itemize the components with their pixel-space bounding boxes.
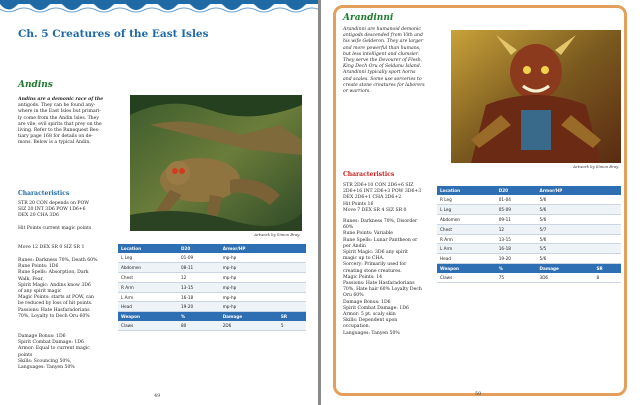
combat-line: Languages: Tanyen 50% (18, 365, 75, 371)
table-header: % (178, 312, 220, 321)
table-cell: mp-hp (220, 302, 306, 312)
weapon-header-row (118, 312, 306, 321)
right-page (321, 0, 640, 405)
ability-line: Skills: Dependent upon (343, 318, 398, 324)
table-cell: 12 (178, 273, 220, 283)
ability-line: Runes: Darkness 70%, Death 60% (18, 258, 98, 263)
ability-line: Spirit Magic: 3D6 any spirit (343, 250, 408, 256)
ability-line: per Andin (343, 243, 366, 249)
left-char-heading: Characteristics (18, 190, 70, 197)
intro-line: antigods descended from Vith and (343, 33, 423, 39)
intro-line: King Dech Oru of Seldanu Island. (343, 64, 422, 70)
table-cell: Claws (437, 273, 496, 283)
table-cell: 5/6 (537, 205, 621, 215)
table-row (437, 195, 621, 205)
intro-line: antigods. They can be found any- (18, 103, 96, 109)
left-caption: Artwork by Simon Bray. (254, 232, 300, 237)
intro-line: create stone creatures for laborers (343, 82, 425, 88)
table-header: D20 (178, 244, 220, 253)
table-cell: 13-15 (496, 234, 537, 244)
table-header: SR (278, 312, 306, 321)
stat-line: 2D6+16 INT 2D6+3 POW 3D6+3 (343, 189, 422, 195)
combat-line: Spirit Combat Damage: 1D6 (18, 340, 84, 346)
table-row (118, 282, 306, 292)
chapter-title: Ch. 5 Creatures of the East Isles (18, 28, 209, 40)
ability-line: be reduced by loss of hit points. (18, 301, 93, 307)
table-cell: 08-11 (178, 263, 220, 273)
table-header: Armor/HP (537, 186, 621, 195)
ability-line: Damage Bonus: 1D6 (343, 299, 391, 305)
table-header: Armor/HP (220, 244, 306, 253)
table-cell: mp-hp (220, 292, 306, 302)
table-cell: 01-09 (178, 253, 220, 263)
table-cell: R Arm (118, 282, 178, 292)
table-header: D20 (496, 186, 537, 195)
intro-line: are vile, evil spirits that prey on the (18, 121, 102, 127)
table-cell: 2D6 (220, 321, 278, 331)
table-cell: Chest (437, 224, 496, 234)
arandinni-intro (343, 27, 447, 95)
stat-line: STR 20 CON depends on POW (18, 201, 89, 206)
arandinni-creature-icon (451, 30, 621, 163)
stat-line: SIZ 20 INT 3D6 POW 1D6+6 (18, 207, 86, 213)
left-hit-location-table (118, 244, 306, 331)
stat-line: DEX 2D6+1 CHA 2D6+2 (343, 195, 402, 201)
table-row (118, 292, 306, 302)
table-row (437, 273, 621, 283)
table-cell: 16-18 (496, 244, 537, 254)
table-header: Damage (537, 264, 594, 273)
andin-creature-icon (130, 95, 302, 231)
table-header-row (437, 186, 621, 195)
table-cell: R Leg (437, 195, 496, 205)
table-cell: 5/6 (537, 215, 621, 225)
right-hit-location-table (437, 186, 621, 283)
left-page-number: 49 (154, 393, 161, 399)
table-cell: 3D6 (537, 273, 594, 283)
table-cell: 80 (178, 321, 220, 331)
ability-line: Spirit Combat Damage: 1D6 (343, 305, 409, 311)
combat-line: Skills: Scouncing 50%, (18, 358, 72, 364)
intro-line: his wife Gelderon. They are larger (343, 39, 424, 45)
combat-line: Damage Bonus: 1D6 (18, 334, 66, 339)
ability-line: Spirit Magic: Andins know 3D6 (18, 282, 91, 288)
ability-line: Armor: 5 pt. scaly skin (343, 312, 396, 318)
table-cell: mp-hp (220, 263, 306, 273)
andin-illustration (130, 95, 302, 231)
table-cell: 5/6 (537, 254, 621, 264)
intro-line: tiary page 168 for details on de- (18, 134, 93, 140)
intro-line: Arandinni typically sport horns (343, 70, 416, 76)
intro-line: but less intelligent and clumsier. (343, 51, 420, 57)
ability-line: occupation. (343, 324, 371, 330)
ability-line: Rune Points: Variable (343, 231, 394, 237)
table-cell: 05-09 (496, 205, 537, 215)
table-cell: Abdomen (118, 263, 178, 273)
ability-line: Rune Spells: Lunar Pantheon or (343, 237, 418, 243)
andins-intro (18, 97, 126, 147)
table-cell: 5/7 (537, 224, 621, 234)
table-row (437, 234, 621, 244)
left-hit-points: Hit Points current magic points (18, 226, 92, 231)
ability-line: Runes: Darkness 70%, Disorder (343, 219, 418, 224)
right-page-number: 50 (475, 391, 482, 397)
ability-line: Magic Points: 14 (343, 274, 383, 280)
ability-line: Oru 60% (343, 293, 364, 299)
table-row (118, 273, 306, 283)
ability-line: of any spirit magic (18, 289, 62, 295)
table-cell: mp-hp (220, 282, 306, 292)
intro-line: or warriors. (343, 89, 371, 95)
intro-line: and scales. Some use sorceries to (343, 76, 422, 82)
table-cell: 09-11 (496, 215, 537, 225)
ability-line: creating stone creatures. (343, 268, 402, 274)
table-row (437, 215, 621, 225)
left-move: Move 12 DEX SR 0 SIZ SR 1 (18, 245, 85, 250)
table-header: Damage (220, 312, 278, 321)
table-cell: Claws (118, 321, 178, 331)
ability-line: 70%, Loyalty to Dech Oru 60% (18, 313, 90, 319)
table-cell: L Arm (118, 292, 178, 302)
table-cell: mp-hp (220, 273, 306, 283)
table-header: Weapon (118, 312, 178, 321)
ability-line: 60% (343, 225, 354, 231)
table-cell: 12 (496, 224, 537, 234)
table-cell: 5/5 (537, 244, 621, 254)
left-stats (18, 201, 138, 220)
table-cell: L Leg (437, 205, 496, 215)
table-cell: Abdomen (437, 215, 496, 225)
table-row (437, 254, 621, 264)
table-row (118, 321, 306, 331)
table-cell: 16-18 (178, 292, 220, 302)
table-cell: 5/6 (537, 195, 621, 205)
intro-line: living. Refer to the Runequest Bes- (18, 128, 100, 134)
table-cell: 01-04 (496, 195, 537, 205)
table-cell: Head (437, 254, 496, 264)
ability-line: Walk, Fear, (18, 276, 44, 282)
intro-line: mons. Below is a typical Andin. (18, 140, 91, 146)
table-header: SR (593, 264, 621, 273)
ability-line: Magic Points: starts at POW, can (18, 295, 95, 301)
table-cell: 19-20 (178, 302, 220, 312)
table-row (437, 205, 621, 215)
ability-line: Rune Spells: Absorption, Dark (18, 270, 89, 276)
arandinni-title: Arandinni (343, 13, 394, 23)
table-cell: R Arm (437, 234, 496, 244)
table-row (437, 224, 621, 234)
table-cell: 5 (278, 321, 306, 331)
arandinni-illustration (451, 30, 621, 163)
right-caption: Artwork by Simon Bray. (573, 164, 619, 169)
ability-line: magic up to CHA. (343, 256, 385, 262)
wave-border-icon (0, 0, 318, 14)
table-header: Weapon (437, 264, 496, 273)
table-cell: Chest (118, 273, 178, 283)
right-abilities (343, 219, 441, 337)
weapon-header-row (437, 264, 621, 273)
table-cell: L Leg (118, 253, 178, 263)
intro-line: Arandinni are humanoid demonic (343, 27, 421, 32)
table-header: Location (118, 244, 178, 253)
table-cell: L Arm (437, 244, 496, 254)
right-char-heading: Characteristics (343, 171, 395, 178)
table-row (118, 253, 306, 263)
intro-line: and more powerful than humans, (343, 45, 421, 51)
table-row (437, 244, 621, 254)
intro-line: where in the East Isles but primari- (18, 109, 101, 115)
table-cell: 13-15 (178, 282, 220, 292)
table-header: Location (437, 186, 496, 195)
table-cell: mp-hp (220, 253, 306, 263)
ability-line: Languages: Tanyen 50% (343, 330, 400, 336)
table-cell: 5/6 (537, 234, 621, 244)
right-hit-points: Hit Points 16 (343, 201, 374, 207)
ability-line: Sorcery: Primarily used for (343, 262, 407, 268)
right-move: Move 7 DEX SR 4 SIZ SR 0 (343, 207, 407, 213)
table-header: % (496, 264, 537, 273)
left-combat (18, 334, 118, 371)
ability-line: Passions: Hate Hasfaradorians (18, 307, 90, 313)
intro-line: They serve the Devourer of Flesh, (343, 58, 423, 64)
left-page (0, 0, 318, 405)
intro-line: ly come from the Andin Isles. They (18, 115, 99, 121)
table-header-row (118, 244, 306, 253)
andins-title: Andins (18, 80, 53, 90)
intro-line: Andins are a demonic race of the (18, 97, 104, 102)
table-cell: 8 (593, 273, 621, 283)
combat-line: Armor: Equal to current magic (18, 346, 90, 352)
stat-line: DEX 20 CHA 3D6 (18, 213, 59, 219)
table-row (118, 263, 306, 273)
table-cell: 19-20 (496, 254, 537, 264)
table-row (118, 302, 306, 312)
table-cell: Head (118, 302, 178, 312)
ability-line: 70%, Hate hair 60% Loyalty Dech (343, 287, 422, 293)
left-abilities (18, 258, 118, 320)
ability-line: Rune Points: 1D6 (18, 264, 59, 270)
table-cell: 75 (496, 273, 537, 283)
combat-line: points (18, 352, 33, 358)
stat-line: STR 2D6+10 CON 2D6+6 SIZ (343, 183, 414, 188)
ability-line: Passions: Hate Hasfaradorians (343, 281, 415, 287)
